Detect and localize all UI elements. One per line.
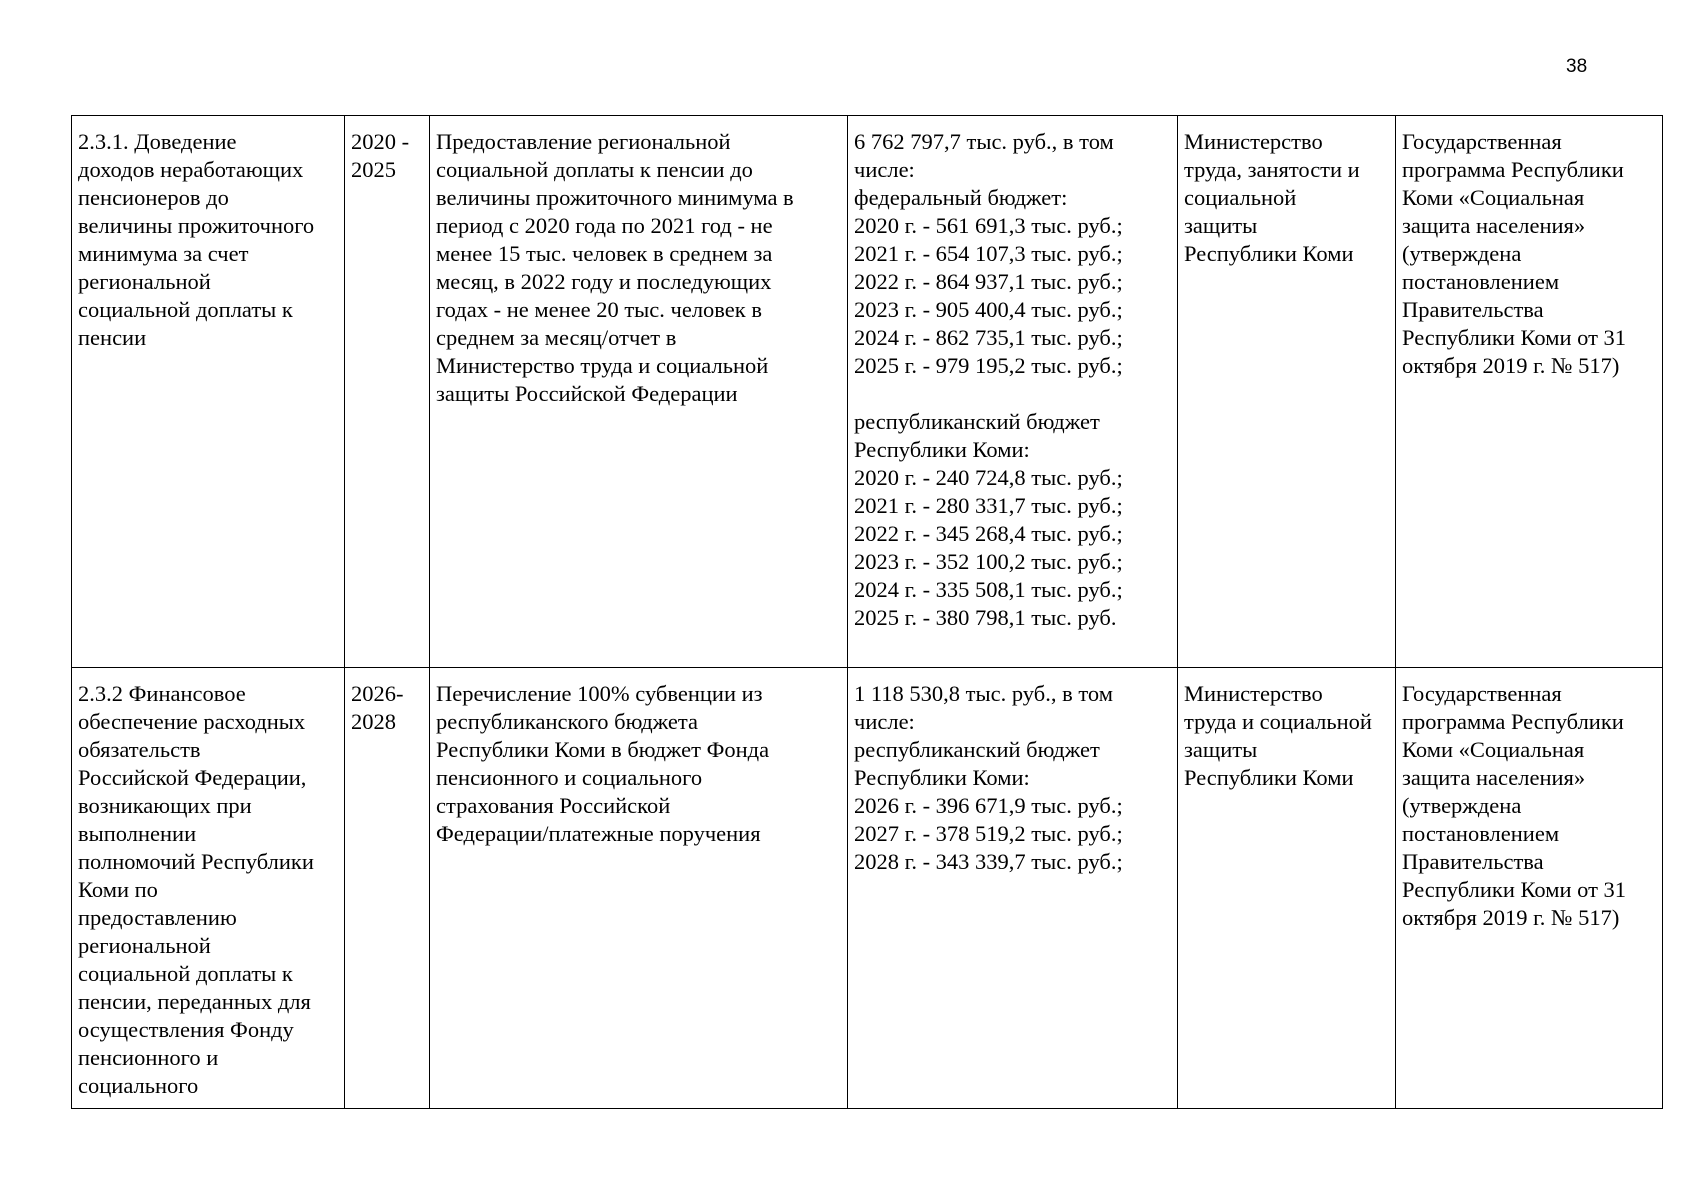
executor-line: труда и социальной bbox=[1184, 709, 1372, 734]
funding-line: 2024 г. - 335 508,1 тыс. руб.; bbox=[854, 577, 1123, 602]
funding-line: 2026 г. - 396 671,9 тыс. руб.; bbox=[854, 793, 1123, 818]
funding-line: 2021 г. - 654 107,3 тыс. руб.; bbox=[854, 241, 1123, 266]
program-line: Республики Коми от 31 bbox=[1402, 325, 1627, 350]
result-line: Министерство труда и социальной bbox=[436, 353, 769, 378]
result-line: период с 2020 года по 2021 год - не bbox=[436, 213, 773, 238]
period-line: 2025 bbox=[351, 157, 396, 182]
funding-line: 2020 г. - 240 724,8 тыс. руб.; bbox=[854, 465, 1123, 490]
funding-line: 2024 г. - 862 735,1 тыс. руб.; bbox=[854, 325, 1123, 350]
executor-cell bbox=[1178, 116, 1396, 668]
measure-line: социальной доплаты к bbox=[78, 961, 293, 986]
funding-line: 2022 г. - 864 937,1 тыс. руб.; bbox=[854, 269, 1123, 294]
funding-line: числе: bbox=[854, 709, 915, 734]
funding-line: 2025 г. - 380 798,1 тыс. руб. bbox=[854, 605, 1117, 630]
funding-line: 2027 г. - 378 519,2 тыс. руб.; bbox=[854, 821, 1123, 846]
result-line: величины прожиточного минимума в bbox=[436, 185, 794, 210]
measure-cell bbox=[72, 668, 345, 1109]
executor-cell bbox=[1178, 668, 1396, 1109]
funding-line: 2022 г. - 345 268,4 тыс. руб.; bbox=[854, 521, 1123, 546]
measure-line: Коми по bbox=[78, 877, 158, 902]
period-cell bbox=[345, 116, 430, 668]
executor-line: Республики Коми bbox=[1184, 241, 1354, 266]
program-cell bbox=[1396, 668, 1663, 1109]
measure-line: обязательств bbox=[78, 737, 201, 762]
result-line: Федерации/платежные поручения bbox=[436, 821, 761, 846]
measure-line: обеспечение расходных bbox=[78, 709, 306, 734]
program-line: Правительства bbox=[1402, 849, 1544, 874]
period-cell bbox=[345, 668, 430, 1109]
program-line: октября 2019 г. № 517) bbox=[1402, 905, 1620, 930]
program-line: Коми «Социальная bbox=[1402, 737, 1585, 762]
program-line: (утверждена bbox=[1402, 241, 1522, 266]
executor-line: защиты bbox=[1184, 213, 1258, 238]
measure-line: региональной bbox=[78, 269, 211, 294]
period-line: 2028 bbox=[351, 709, 396, 734]
funding-line: республиканский бюджет bbox=[854, 409, 1100, 434]
program-line: октября 2019 г. № 517) bbox=[1402, 353, 1620, 378]
measure-line: 2.3.1. Доведение bbox=[78, 129, 237, 154]
measure-line: Российской Федерации, bbox=[78, 765, 307, 790]
program-line: программа Республики bbox=[1402, 709, 1624, 734]
program-line: Коми «Социальная bbox=[1402, 185, 1585, 210]
measure-line: доходов неработающих bbox=[78, 157, 304, 182]
result-line: пенсионного и социального bbox=[436, 765, 703, 790]
funding-line: федеральный бюджет: bbox=[854, 185, 1068, 210]
executor-line: труда, занятости и bbox=[1184, 157, 1360, 182]
funding-line: 1 118 530,8 тыс. руб., в том bbox=[854, 681, 1113, 706]
table-row bbox=[72, 116, 1663, 668]
table-row bbox=[72, 668, 1663, 1109]
funding-line: республиканский бюджет bbox=[854, 737, 1100, 762]
funding-line: Республики Коми: bbox=[854, 765, 1030, 790]
result-line: Перечисление 100% субвенции из bbox=[436, 681, 763, 706]
program-line: (утверждена bbox=[1402, 793, 1522, 818]
program-line: постановлением bbox=[1402, 821, 1560, 846]
executor-line: защиты bbox=[1184, 737, 1258, 762]
blank-line bbox=[854, 380, 1171, 408]
executor-line: Республики Коми bbox=[1184, 765, 1354, 790]
program-line: защита населения» bbox=[1402, 765, 1586, 790]
measure-line: возникающих при bbox=[78, 793, 252, 818]
program-line: Правительства bbox=[1402, 297, 1544, 322]
funding-line: 2025 г. - 979 195,2 тыс. руб.; bbox=[854, 353, 1123, 378]
measure-line: региональной bbox=[78, 933, 211, 958]
program-line: постановлением bbox=[1402, 269, 1560, 294]
program-line: программа Республики bbox=[1402, 157, 1624, 182]
measure-line: пенсии, переданных для bbox=[78, 989, 311, 1014]
measure-line: 2.3.2 Финансовое bbox=[78, 681, 246, 706]
measure-line: социальной доплаты к bbox=[78, 297, 293, 322]
program-cell bbox=[1396, 116, 1663, 668]
executor-line: Министерство bbox=[1184, 681, 1323, 706]
result-line: среднем за месяц/отчет в bbox=[436, 325, 677, 350]
program-line: Государственная bbox=[1402, 681, 1562, 706]
funding-line: Республики Коми: bbox=[854, 437, 1030, 462]
program-line: Республики Коми от 31 bbox=[1402, 877, 1627, 902]
result-line: Республики Коми в бюджет Фонда bbox=[436, 737, 770, 762]
result-line: годах - не менее 20 тыс. человек в bbox=[436, 297, 762, 322]
period-line: 2026- bbox=[351, 681, 404, 706]
executor-line: социальной bbox=[1184, 185, 1297, 210]
measures-table bbox=[71, 115, 1663, 1109]
measure-line: величины прожиточного bbox=[78, 213, 315, 238]
funding-cell bbox=[848, 668, 1178, 1109]
measure-line: минимума за счет bbox=[78, 241, 249, 266]
result-cell bbox=[430, 116, 848, 668]
measure-line: пенсионного и bbox=[78, 1045, 219, 1070]
funding-line: числе: bbox=[854, 157, 915, 182]
measure-line: пенсии bbox=[78, 325, 147, 350]
measure-line: выполнении bbox=[78, 821, 197, 846]
result-cell bbox=[430, 668, 848, 1109]
page-number: 38 bbox=[1566, 56, 1588, 77]
result-line: республиканского бюджета bbox=[436, 709, 699, 734]
measure-line: социального bbox=[78, 1073, 199, 1098]
result-line: менее 15 тыс. человек в среднем за bbox=[436, 241, 773, 266]
funding-line: 2020 г. - 561 691,3 тыс. руб.; bbox=[854, 213, 1123, 238]
funding-line: 2023 г. - 352 100,2 тыс. руб.; bbox=[854, 549, 1123, 574]
funding-line: 2021 г. - 280 331,7 тыс. руб.; bbox=[854, 493, 1123, 518]
funding-line: 2028 г. - 343 339,7 тыс. руб.; bbox=[854, 849, 1123, 874]
measure-line: пенсионеров до bbox=[78, 185, 229, 210]
measure-line: предоставлению bbox=[78, 905, 237, 930]
result-line: защиты Российской Федерации bbox=[436, 381, 738, 406]
funding-line: 2023 г. - 905 400,4 тыс. руб.; bbox=[854, 297, 1123, 322]
measure-line: осуществления Фонду bbox=[78, 1017, 294, 1042]
executor-line: Министерство bbox=[1184, 129, 1323, 154]
program-line: Государственная bbox=[1402, 129, 1562, 154]
result-line: Предоставление региональной bbox=[436, 129, 731, 154]
program-line: защита населения» bbox=[1402, 213, 1586, 238]
result-line: месяц, в 2022 году и последующих bbox=[436, 269, 772, 294]
measure-cell bbox=[72, 116, 345, 668]
result-line: социальной доплаты к пенсии до bbox=[436, 157, 753, 182]
period-line: 2020 - bbox=[351, 129, 410, 154]
result-line: страхования Российской bbox=[436, 793, 671, 818]
measure-line: полномочий Республики bbox=[78, 849, 314, 874]
funding-line: 6 762 797,7 тыс. руб., в том bbox=[854, 129, 1114, 154]
funding-cell bbox=[848, 116, 1178, 668]
